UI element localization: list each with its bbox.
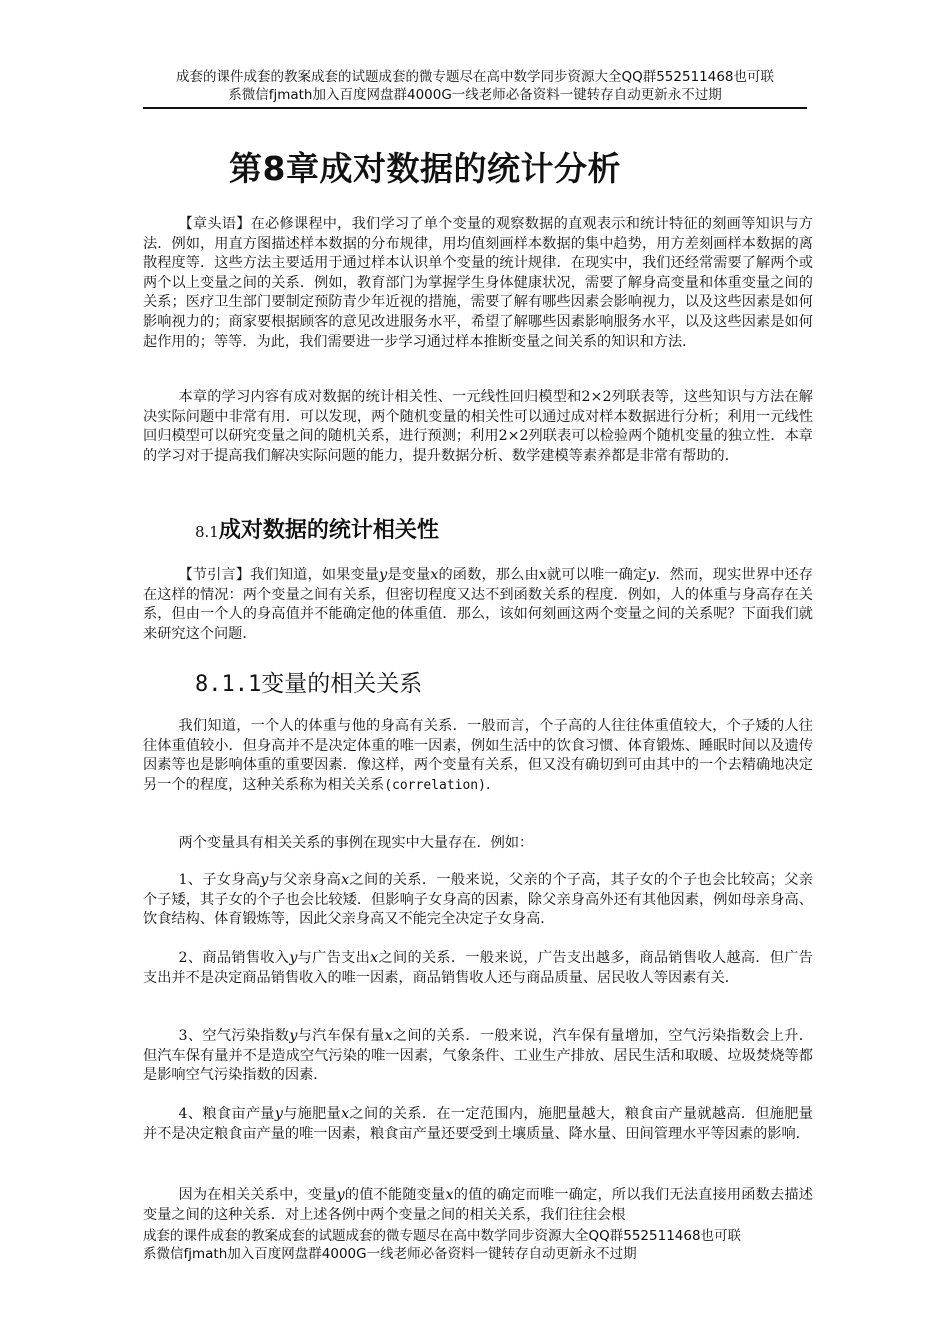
text-run: 因为在相关关系中，变量 [178,1187,337,1203]
text-run: 我们知道，一个人的体重与他的身高有关系．一般而言，个子高的人往往体重值较大，个子矮的人往往体重值较小．但身高并不是决定体重的唯一因素，例如生活中的饮食习惯、体育锻炼、睡眠时间以及遗传因素等也是影响体重的重要因素．像这样，两个变量有关系，但又没有确切到可由其中的一个去精确地决定另一个的程度，这种关系称为相关关系 [143,718,813,793]
text-run: 之间的关系．一般来说，广告支出越多，商品销售收人越高．但广告支出并不是决定商品销售收入的唯一因素，商品销售收人还与商品质量、居民收人等因素有关． [143,950,813,986]
header-line-2: 系微信fjmath加入百度网盘群4000G一线老师必备资料一键转存自动更新永不过期 [228,87,722,103]
math-var-y: y [336,1187,345,1203]
text-run: ． [485,776,501,793]
math-var-x: x [430,567,439,583]
text-run: 【节引言】我们知道，如果变量 [178,567,380,583]
text-run: 的值不能随变量 [344,1187,446,1203]
header-divider [143,107,807,109]
math-var-x: x [370,950,379,966]
chapter-title: 第8章成对数据的统计分析 [229,149,621,188]
section-title: 成对数据的统计相关性 [218,518,439,543]
subsection-paragraph-1 [143,717,813,795]
page-footer [143,1227,813,1263]
chapter-intro-paragraph-2: 本章的学习内容有成对数据的统计相关性、一元线性回归模型和2×2列联表等，这些知识与方法在解决实际问题中非常有用．可以发现，两个随机变量的相关性可以通过成对样本数据进行分析；利用一元线性回归模型可以研究变量之间的随机关系，进行预测；利用2×2列联表可以检验两个随机变量的独立性．本章的学习对于提高我们解决实际问题的能力，提升数据分析、数学建模等素养都是非常有帮助的． [143,389,813,464]
text-run: 3、空气污染指数 [178,1028,290,1044]
subsection-paragraph-3 [143,1186,813,1225]
math-var-x: x [538,567,547,583]
text-run: 1、子女身高 [178,872,261,888]
text-run: 2、商品销售收入 [178,950,290,966]
text-run: 之间的关系．一般来说，父亲的个子高，其子女的个子也会比较高；父亲个子矮，其子女的个子也会比较矮．但影响子女身高的因素，除父亲身高外还有其他因素，例如母亲身高、饮食结构、体育锻炼等，因此父亲身高又不能完全决定子女身高． [143,872,813,928]
text-run: 之间的关系．一般来说，汽车保有量增加，空气污染指数会上升．但汽车保有量并不是造成空气污染的唯一因素，气象条件、工业生产排放、居民生活和取暖、垃圾焚烧等都是影响空气污染指数的因素． [143,1028,813,1084]
term-correlation: (correlation) [384,777,486,793]
example-4 [143,1105,813,1144]
footer-line-1: 成套的课件成套的教案成套的试题成套的微专题尽在高中数学同步资源大全QQ群552511468也可联 [143,1228,742,1244]
math-var-y: y [379,567,388,583]
text-run: 是变量 [387,567,431,583]
footer-line-2: 系微信fjmath加入百度网盘群4000G一线老师必备资料一键转存自动更新永不过期 [143,1246,637,1262]
header-line-1: 成套的课件成套的教案成套的试题成套的微专题尽在高中数学同步资源大全QQ群552511468也可联 [175,69,775,85]
section-number: 8.1 [195,523,219,541]
text-run: 的函数，那么由 [438,567,539,583]
text-run: 就可以唯一确定 [546,567,648,583]
example-3 [143,1027,813,1086]
math-var-y: y [289,950,298,966]
math-var-y: y [647,567,656,583]
text-run: 的值的确定而唯一确定，所以我们无法直接用函数去描述变量之间的这种关系．对上述各例中两个变量之间的相关关系，我们往往会根 [143,1187,813,1223]
text-run: 4、粮食亩产量 [178,1106,275,1122]
text-run: 与父亲身高 [268,872,342,888]
example-1 [143,871,813,930]
math-var-y: y [274,1106,283,1122]
text-run: 之间的关系．在一定范围内，施肥量越大，粮食亩产量就越高．但施肥量并不是决定粮食亩产量的唯一因素，粮食亩产量还要受到土壤质量、降水量、田间管理水平等因素的影响． [143,1106,813,1142]
text-run: 与施肥量 [282,1106,342,1122]
text-run: ．然而，现实世界中还存在这样的情况：两个变量之间有关系，但密切程度又达不到函数关系的程度．例如，人的体重与身高存在关系，但由一个人的身高值并不能确定他的体重值．那么，该如何刻画这两个变量之间的关系呢？下面我们就来研究这个问题． [143,567,813,642]
section-heading [195,513,439,544]
chapter-intro-paragraph-1: 【章头语】在必修课程中，我们学习了单个变量的观察数据的直观表示和统计特征的刻画等知识与方法．例如，用直方图描述样本数据的分布规律，用均值刻画样本数据的集中趋势，用方差刻画样本数据的离散程度等．这些方法主要适用于通过样本认识单个变量的统计规律．在现实中，我们还经常需要了解两个或两个以上变量之间的关系．例如，教育部门为掌握学生身体健康状况，需要了解身高变量和体重变量之间的关系；医疗卫生部门要制定预防青少年近视的措施，需要了解有哪些因素会影响视力，以及这些因素是如何影响视力的；商家要根据顾客的意见改进服务水平，希望了解哪些因素影响服务水平，以及这些因素是如何起作用的；等等．为此，我们需要进一步学习通过样本推断变量之间关系的知识和方法． [143,216,813,350]
subsection-number: 8.1.1 [195,672,262,697]
math-var-y: y [289,1028,298,1044]
math-var-x: x [341,872,350,888]
page-header [140,68,810,104]
subsection-title: 变量的相关关系 [261,671,423,697]
math-var-x: x [445,1187,454,1203]
math-var-x: x [384,1028,393,1044]
subsection-heading [195,665,422,698]
text-run: 与汽车保有量 [297,1028,385,1044]
math-var-x: x [341,1106,350,1122]
text-run: 与广告支出 [297,950,371,966]
section-intro-paragraph [143,566,813,644]
example-2 [143,949,813,988]
subsection-paragraph-2: 两个变量具有相关关系的事例在现实中大量存在．例如： [178,835,534,851]
math-var-y: y [260,872,269,888]
